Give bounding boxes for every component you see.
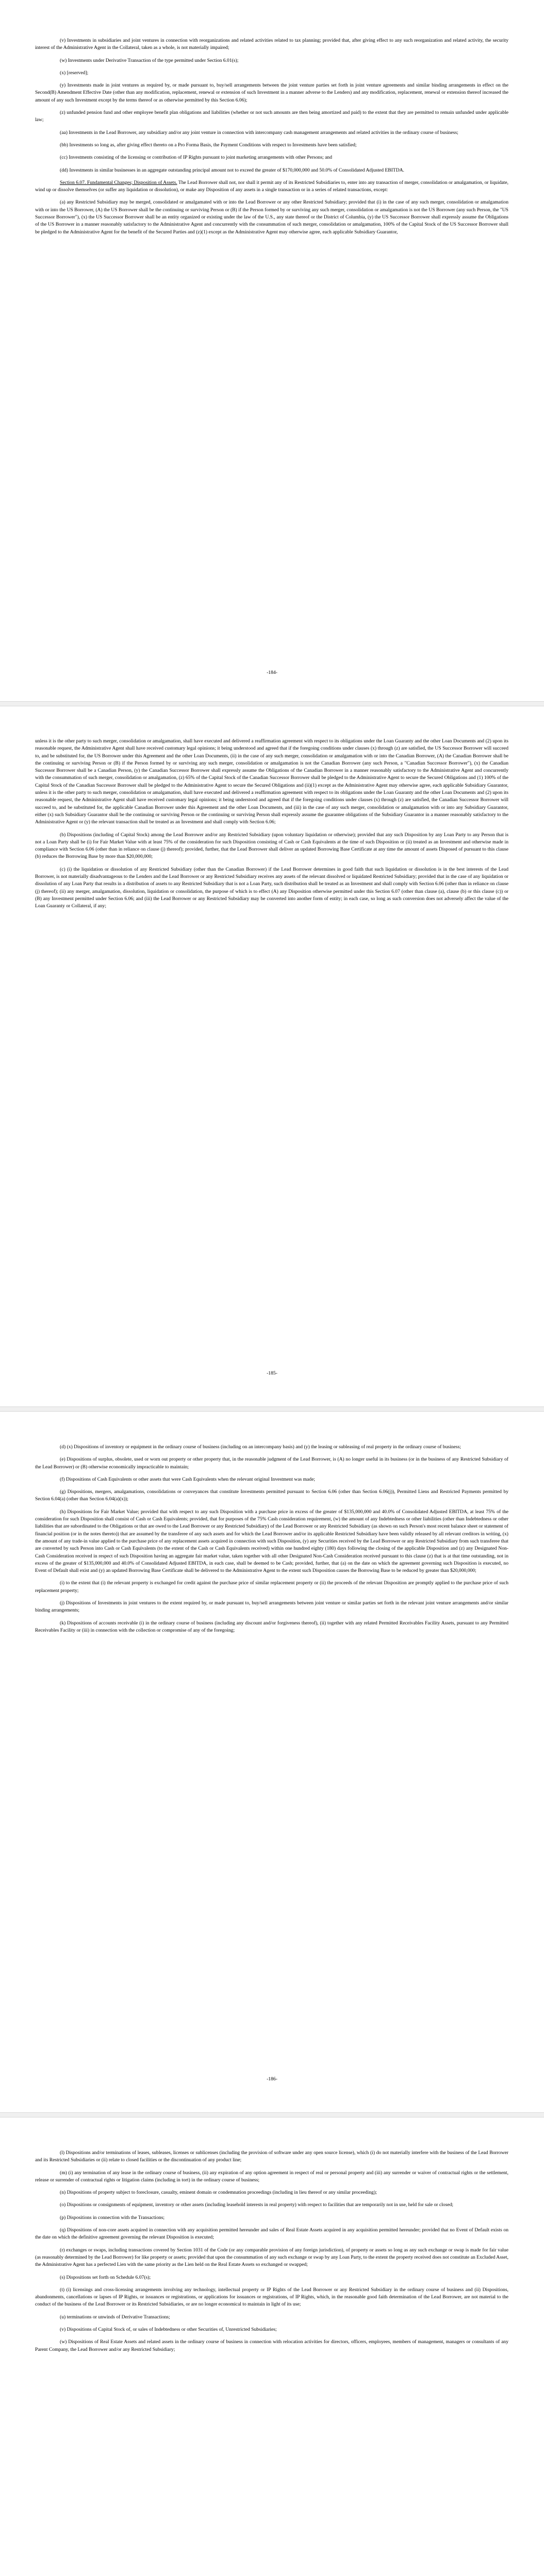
para-v: (v) Investments in subsidiaries and joint ventures in connection with reorganizations and related activities related to tax planning; provided that, after giving effect to any such reorganization and related activity, the security interest of the Administrative Agent in the Collateral, taken as a whole, is not materially impaired;: [35, 38, 508, 51]
para-f: (f) Dispositions of Cash Equivalents or other assets that were Cash Equivalents when the relevant original Investment was made;: [60, 1476, 316, 1482]
para-a-cont: unless it is the other party to such merger, consolidation or amalgamation, shall have executed and delivered a reaffirmation agreement with respect to its obligations under the Loan Guaranty and the other Loan Documents and (2) upon its reasonable request, the Administrative Agent shall have received customary legal opinions; it being understood and agreed that if the foregoing conditions under clauses (x) through (z) are satisfied, the US Successor Borrower will succeed to, and be substituted for, the US Borrower under this Agreement and the other Loan Documents, (ii) in the case of any such merger, consolidation or amalgamation with or into the Canadian Borrower, (A) the Canadian Borrower shall be the continuing or surviving Person or (B) if the Person formed by or surviving any such merger, consolidation or amalgamation is not the Canadian Borrower (any such Person, a "Canadian Successor Borrower"), (x) the Canadian Successor Borrower shall be a Canadian Person, (y) the Canadian Successor Borrower shall expressly assume the Obligations of the Canadian Borrower in a manner reasonably satisfactory to the Administrative Agent and concurrently with the consummation of such merger, consolidation or amalgamation, (z) 65% of the Capital Stock of the Canadian Successor Borrower shall be pledged to the Administrative Agent to secure the Secured Obligations and (1) 100% of the Capital Stock of the Canadian Successor Borrower shall be pledged to the Administrative Agent to secure the Secured Obligations and (ii)(1) except as the Administrative Agent may otherwise agree, each applicable Subsidiary Guarantor, unless it is the other party to such merger, consolidation or amalgamation, shall have executed and delivered a reaffirmation agreement with respect to its obligations under the Loan Guaranty and the other Loan Documents and (2) upon its reasonable request, the Administrative Agent shall have received customary legal opinions; it being understood and agreed that if the foregoing conditions under clauses (x) through (z) are satisfied, the Canadian Successor Borrower will succeed to, and be substituted for, the applicable Canadian Borrower under this Agreement and the other Loan Documents, and (iii) in the case of any such merger, consolidation or amalgamation with or into any Subsidiary Guarantor, either (x) such Subsidiary Guarantor shall be the continuing or surviving Person or the continuing or surviving Person shall expressly assume the guarantee obligations of the Subsidiary Guarantor in a manner reasonably satisfactory to the Administrative Agent or (y) the relevant transaction shall be treated as an Investment and shall comply with Section 6.06;: [35, 738, 508, 825]
para-b: (b) Dispositions (including of Capital Stock) among the Lead Borrower and/or any Restricted Subsidiary (upon voluntary liquidation or otherwise); provided that any such Disposition by any Loan Party to any Person that is not a Loan Party shall be (i) for Fair Market Value with at least 75% of the consideration for such Disposition consisting of Cash or Cash Equivalents at the time of such Disposition or (ii) treated as an Investment and otherwise made in compliance with Section 6.06 (other than in reliance on clause (j) thereof); provided, further, that the Lead Borrower shall deliver an updated Borrowing Base Certificate at any time the amount of assets Disposed of pursuant to this clause (b) reduces the Borrowing Base by more than $20,000,000;: [35, 832, 508, 860]
page-187-text: [35, 2149, 508, 2359]
page-185: [0, 706, 544, 1409]
para-d: (d) (x) Dispositions of inventory or equipment in the ordinary course of business (including on an intercompany basis) and (y) the leasing or subleasing of real property in the ordinary course of business;: [60, 1444, 461, 1450]
page-divider: [0, 2112, 544, 2117]
page-186-text: [35, 1444, 508, 1639]
page-185-text: [35, 738, 508, 916]
para-i: (i) to the extent that (i) the relevant property is exchanged for credit against the purchase price of similar replacement property or (ii) the proceeds of the relevant Disposition are promptly applied to the purchase price of such replacement property;: [35, 1580, 508, 1594]
page-184-text: [35, 37, 508, 241]
para-bb: (bb) Investments so long as, after giving effect thereto on a Pro Forma Basis, the Payment Conditions with respect to Investments have been satisfied;: [60, 142, 357, 148]
para-h: (h) Dispositions for Fair Market Value; provided that with respect to any such Disposition with a purchase price in excess of the greater of $135,000,000 and 40.0% of Consolidated Adjusted EBITDA, at least 75% of the consideration for such Disposition shall consist of Cash or Cash Equivalents; provided, that for purposes of the 75% Cash consideration requirement, (w) the amount of any Indebtedness or other liabilities (other than Indebtedness or other liabilities that are subordinated to the Obligations or that are owed to the Lead Borrower or any Restricted Subsidiary) of the Lead Borrower or any Restricted Subsidiary (as shown on such Person's most recent balance sheet or statement of financial position (or in the notes thereto)) that are assumed by the transferee of any such assets and for which the Lead Borrower and/or its applicable Restricted Subsidiary have been validly released by all relevant creditors in writing, (x) the amount of any trade-in value applied to the purchase price of any replacement assets acquired in connection with such Disposition, (y) any Securities received by the Lead Borrower or any Restricted Subsidiary from such transferee that are converted by such Person into Cash or Cash Equivalents (to the extent of the Cash or Cash Equivalents received) within one hundred eighty (180) days following the closing of the applicable Disposition and (z) any Designated Non-Cash Consideration received in respect of such Disposition having an aggregate fair market value, taken together with all other Designated Non-Cash Consideration received pursuant to this clause (z) that is at that time outstanding, not in excess of the greater of $135,000,000 and 40.0% of Consolidated Adjusted EBITDA, in each case, shall be deemed to be Cash; provided, further, that (a) on the date on which the agreement governing such Disposition is executed, no Event of Default shall exist and (y) an updated Borrowing Base Certificate shall be delivered to the Administrative Agent to the extent such Disposition causes the Borrowing Base to be reduced by greater than $20,000,000;: [35, 1509, 508, 1574]
para-w2: (w) Dispositions of Real Estate Assets and related assets in the ordinary course of business in connection with relocation activities for directors, officers, employees, members of management, managers or consultants of any Parent Company, the Lead Borrower and/or any Restricted Subsidiary;: [35, 2339, 508, 2352]
para-e: (e) Dispositions of surplus, obsolete, used or worn out property or other property that, in the reasonable judgment of the Lead Borrower, is (A) no longer useful in its business (or in the business of any Restricted Subsidiary of the Lead Borrower) or (B) otherwise economically impracticable to maintain;: [35, 1456, 508, 1470]
para-o: (o) Dispositions or consignments of equipment, inventory or other assets (including leasehold interests in real property) with respect to facilities that are temporarily not in use, held for sale or closed;: [60, 2202, 454, 2208]
para-j: (j) Dispositions of Investments in joint ventures to the extent required by, or made pursuant to, buy/sell arrangements between joint venture or similar parties set forth in the relevant joint venture arrangements and/or similar binding arrangements;: [35, 1600, 508, 1614]
para-q: (q) Dispositions of non-core assets acquired in connection with any acquisition permitted hereunder and sales of Real Estate Assets acquired in any acquisition permitted hereunder; provided that no Event of Default exists on the date on which the definitive agreement governing the relevant Disposition is executed;: [35, 2227, 508, 2241]
page-number: -184-: [267, 670, 277, 675]
page-187: [0, 2117, 544, 2576]
para-t: (t) (i) licensings and cross-licensing arrangements involving any technology, intellectual property or IP Rights of the Lead Borrower or any Restricted Subsidiary in the ordinary course of business and (ii) Dispositions, abandonments, cancellations or lapses of IP Rights, or issuances or registrations, or applications for issuances or registrations, of IP Rights, which, in the reasonable good faith determination of the Lead Borrower, are not material to the conduct of the business of the Lead Borrower or its Restricted Subsidiaries, or are no longer economical to maintain in light of its use;: [35, 2286, 508, 2308]
page-number: -186-: [267, 2076, 277, 2082]
para-r: (r) exchanges or swaps, including transactions covered by Section 1031 of the Code (or any comparable provision of any foreign jurisdiction), of property or assets so long as any such exchange or swap is made for fair value (as reasonably determined by the Lead Borrower) for like property or assets; provided that upon the consummation of any such exchange or swap by any Loan Party, to the extent the property received does not constitute an Excluded Asset, the Administrative Agent has a perfected Lien with the same priority as the Lien held on the Real Estate Assets so exchanged or swapped;: [35, 2247, 508, 2268]
para-k: (k) Dispositions of accounts receivable (i) in the ordinary course of business (including any discount and/or forgiveness thereof), (ii) together with any related Permitted Receivables Facility Assets, pursuant to any Permitted Receivables Facility or (iii) in connection with the collection or compromise of any of the foregoing;: [35, 1620, 508, 1633]
para-w: (w) Investments under Derivative Transaction of the type permitted under Section 6.01(s);: [60, 57, 239, 63]
para-v2: (v) Dispositions of Capital Stock of, or sales of Indebtedness or other Securities of, Unrestricted Subsidiaries;: [60, 2327, 277, 2333]
section-6-07: [35, 179, 508, 194]
para-aa: (aa) Investments in the Lead Borrower, any subsidiary and/or any joint venture in connection with intercompany cash management arrangements and related activities in the ordinary course of business;: [60, 129, 458, 135]
para-cc: (cc) Investments consisting of the licensing or contribution of IP Rights pursuant to joint marketing arrangements with other Persons; and: [60, 155, 333, 161]
page-186: [0, 1412, 544, 2115]
page-number: -185-: [267, 1370, 277, 1376]
para-dd: (dd) Investments in similar businesses in an aggregate outstanding principal amount not to exceed the greater of $170,000,000 and 50.0% of Consolidated Adjusted EBITDA.: [60, 167, 404, 173]
page-184: [0, 0, 544, 703]
section-body: The Lead Borrower shall not, nor shall it permit any of its Restricted Subsidiaries to, enter into any transaction of merger, consolidation or amalgamation, or liquidate, wind up or dissolve themselves (or suffer any liquidation or dissolution), or make any Disposition of any assets in a single transaction or in a series of related transactions, except:: [35, 179, 508, 193]
para-g: (g) Dispositions, mergers, amalgamations, consolidations or conveyances that constitute Investments permitted pursuant to Section 6.06 (other than Section 6.06(j)), Permitted Liens and Restricted Payments permitted by Section 6.04(a) (other than Section 6.04(a)(x));: [35, 1489, 508, 1502]
para-c: (c) (i) the liquidation or dissolution of any Restricted Subsidiary (other than the Canadian Borrower) if the Lead Borrower determines in good faith that such liquidation or dissolution is in the best interests of the Lead Borrower, is not materially disadvantageous to the Lenders and the Lead Borrower or any Restricted Subsidiary receives any assets of the relevant dissolved or liquidated Restricted Subsidiary; provided that in the case of any liquidation or dissolution of any Loan Party that results in a distribution of assets to any Restricted Subsidiary that is not a Loan Party, such distribution shall be treated as an Investment and shall comply with Section 6.06 (other than in reliance on clause (j) thereof); (ii) any merger, amalgamation, dissolution, liquidation or consolidation, the purpose of which is to effect (A) any Disposition otherwise permitted under this Section 6.07 (other than clause (a), clause (b) or this clause (c)) or (B) any Investment permitted under Section 6.06; and (iii) the Lead Borrower or any Restricted Subsidiary may be converted into another form of entity; in each case, so long as such conversion does not adversely affect the value of the Loan Guaranty or Collateral, if any;: [35, 866, 508, 909]
para-p: (p) Dispositions in connection with the Transactions;: [60, 2214, 165, 2221]
page-divider: [0, 1406, 544, 1412]
para-u: (u) terminations or unwinds of Derivative Transactions;: [60, 2314, 170, 2320]
para-a: (a) any Restricted Subsidiary may be merged, consolidated or amalgamated with or into the Lead Borrower or any other Restricted Subsidiary; provided that (i) in the case of any such merger, consolidation or amalgamation with or into the US Borrower, (A) the US Borrower shall be the continuing or surviving Person or (B) if the Person formed by or surviving any such merger, consolidation or amalgamation is not the US Borrower (any such Person, the "US Successor Borrower"), (x) the US Successor Borrower shall be an entity organized or existing under the law of the U.S., any state thereof or the District of Columbia, (y) the US Successor Borrower shall expressly assume the Obligations of the US Borrower in a manner reasonably satisfactory to the Administrative Agent and concurrently with the consummation of such merger, consolidation or amalgamation, 100% of the Capital Stock of the US Successor Borrower shall be pledged to the Administrative Agent for the benefit of the Secured Parties and (z)(1) except as the Administrative Agent may otherwise agree, each applicable Subsidiary Guarantor,: [35, 199, 508, 235]
para-y: (y) Investments made in joint ventures as required by, or made pursuant to, buy/sell arrangements between the joint venture parties set forth in joint venture agreements and similar binding arrangements in effect on the Second(B) Amendment Effective Date (other than any modification, replacement, renewal or extension of such Investment in a manner adverse to the Lenders) and any modification, replacement, renewal or extension thereof increased the amount of any such Investment except by the terms thereof or as otherwise permitted by this Section 6.06);: [35, 82, 508, 103]
para-l: (l) Dispositions and/or terminations of leases, subleases, licenses or sublicenses (including the provision of software under any open source license), which (i) do not materially interfere with the business of the Lead Borrower and its Restricted Subsidiaries or (ii) relate to closed facilities or the discontinuation of any product line;: [35, 2150, 508, 2163]
para-m: (m) (i) any termination of any lease in the ordinary course of business, (ii) any expiration of any option agreement in respect of real or personal property and (iii) any surrender or waiver of contractual rights or the settlement, release or surrender of contractual rights or litigation claims (including in tort) in the ordinary course of business;: [35, 2170, 508, 2183]
para-s: (s) Dispositions set forth on Schedule 6.07(s);: [60, 2274, 151, 2280]
section-heading: Section 6.07. Fundamental Changes; Disposition of Assets.: [60, 179, 177, 185]
para-x: (x) [reserved];: [60, 70, 89, 76]
para-z: (z) unfunded pension fund and other employee benefit plan obligations and liabilities (whether or not such amounts are then being amortized and paid) to the extent that they are permitted to remain unfunded under applicable law;: [35, 110, 508, 123]
para-n: (n) Dispositions of property subject to foreclosure, casualty, eminent domain or condemnation proceedings (including in lieu thereof or any similar proceeding);: [60, 2190, 377, 2196]
